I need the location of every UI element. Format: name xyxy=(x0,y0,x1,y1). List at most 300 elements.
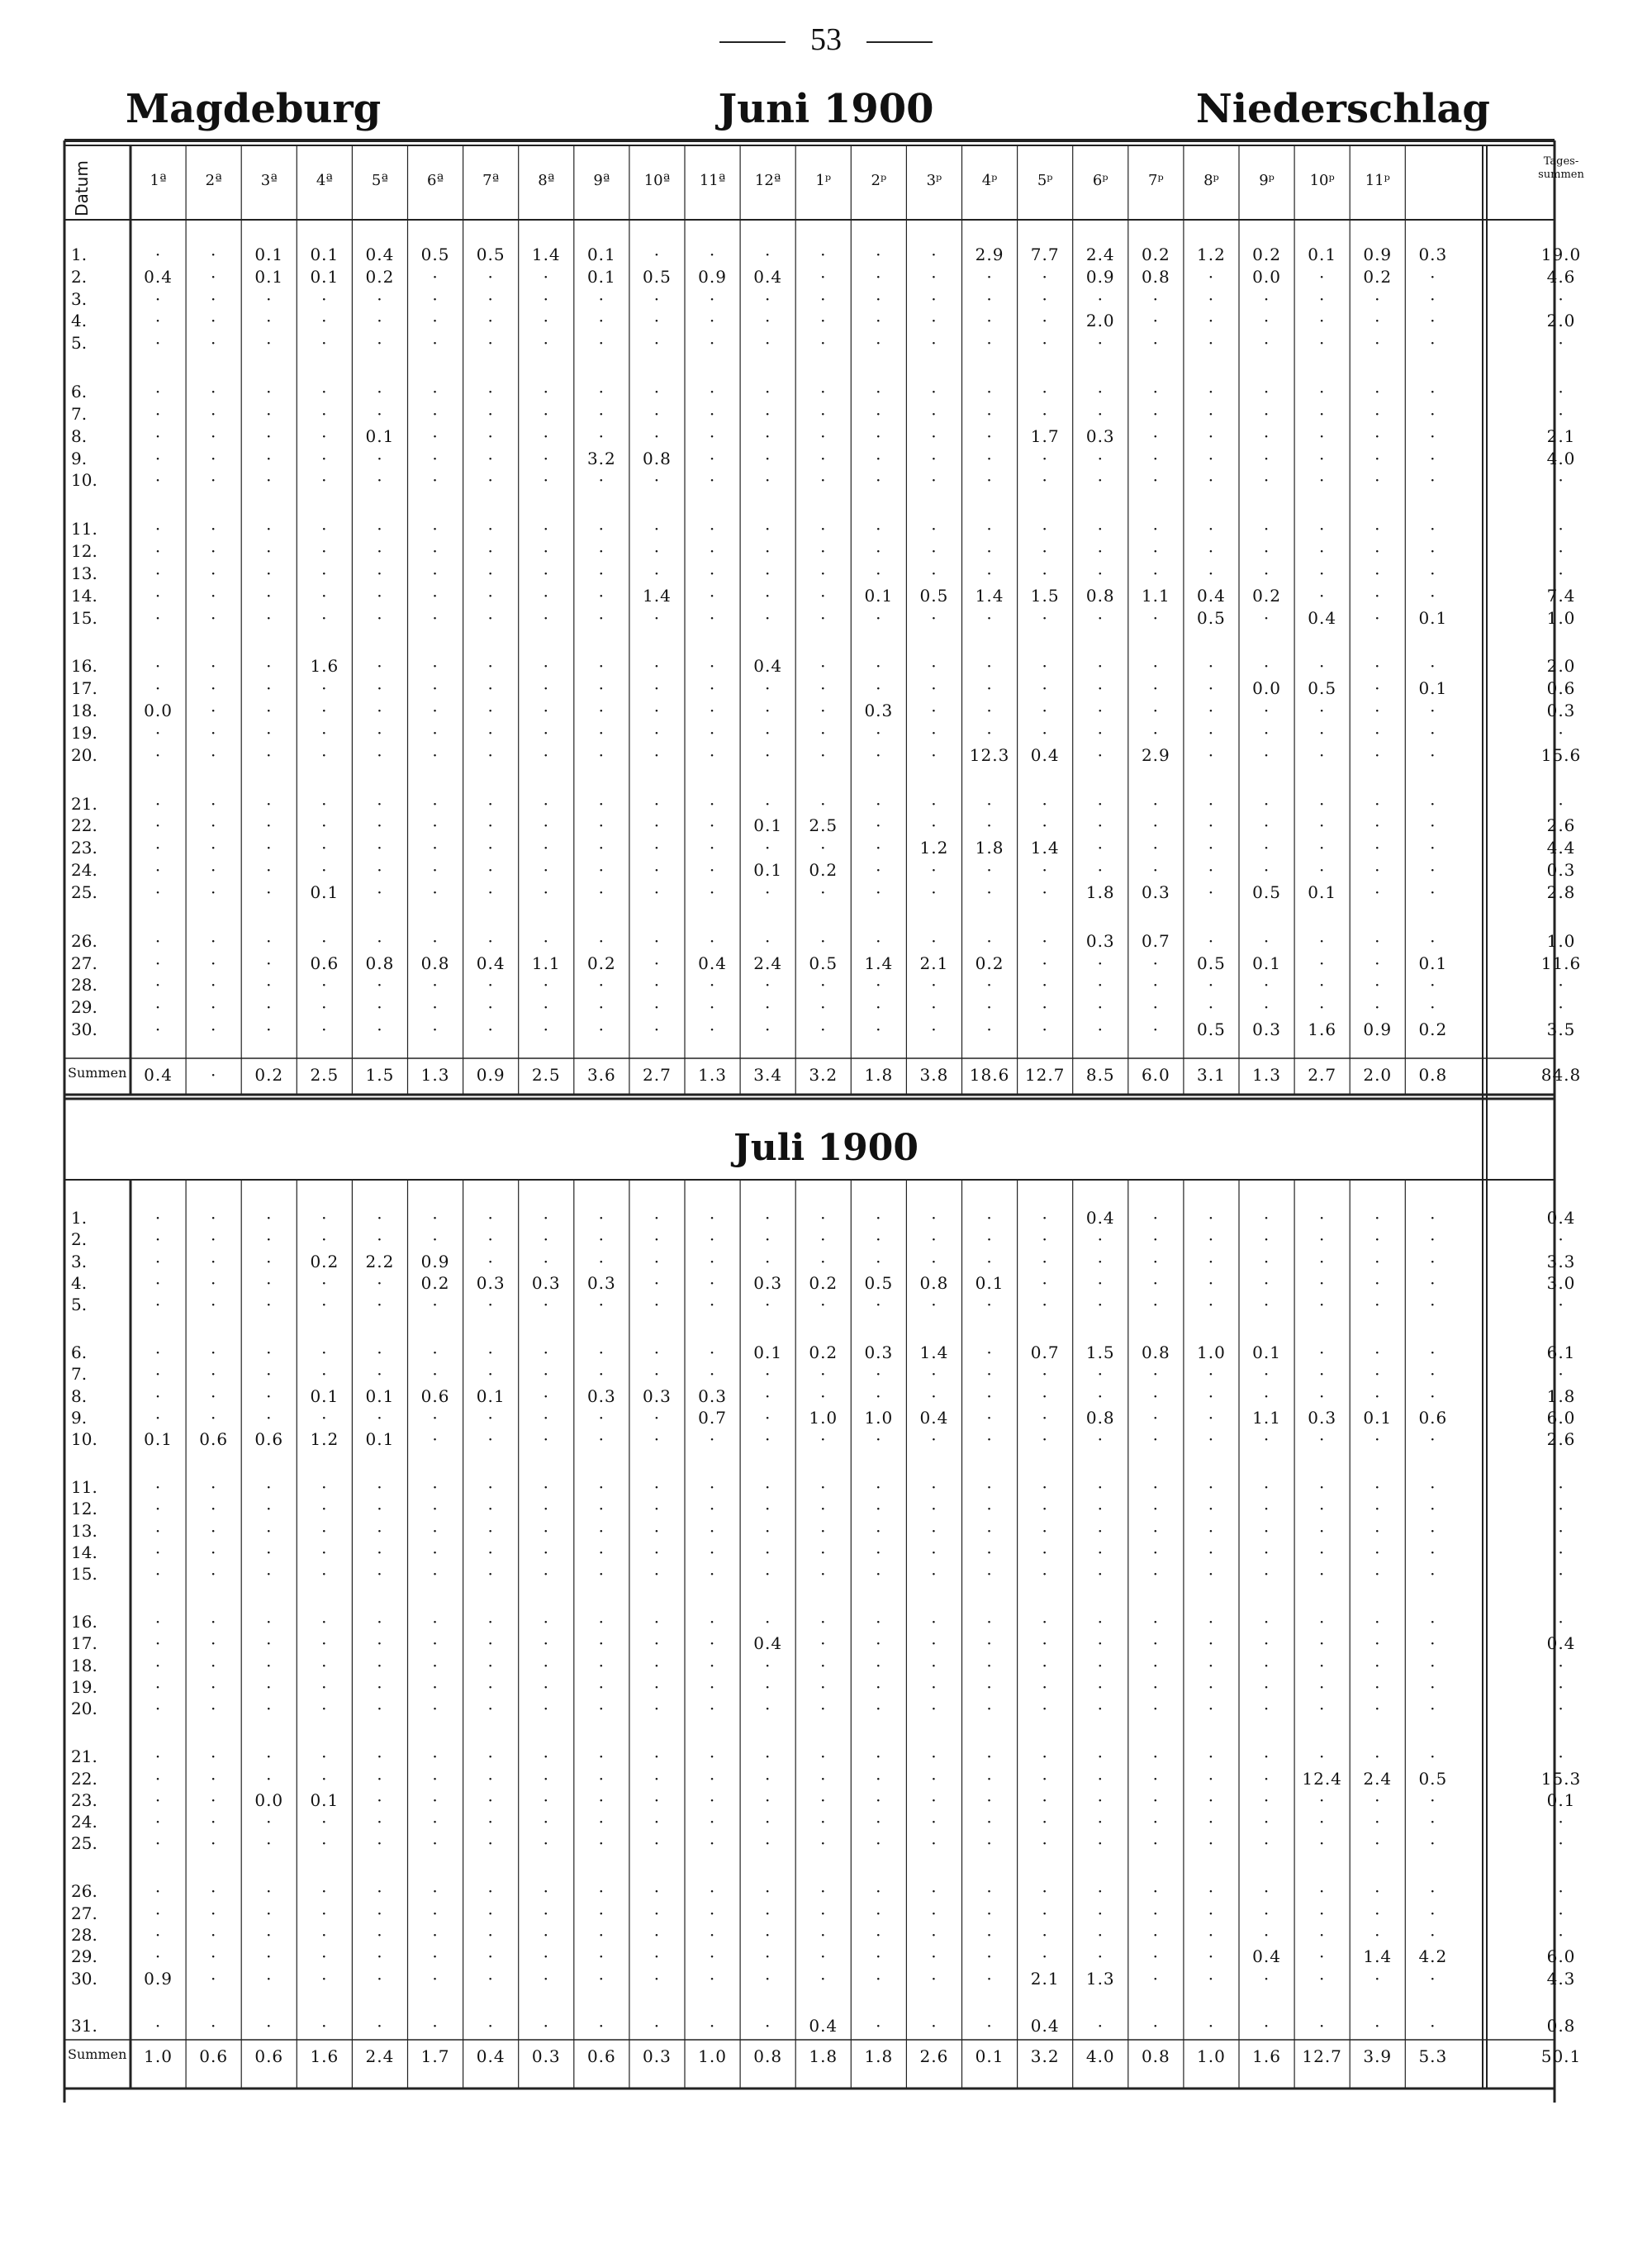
empty-cell-dot: · xyxy=(1042,1564,1048,1585)
empty-cell-dot: · xyxy=(931,930,938,951)
empty-cell-dot: · xyxy=(709,1833,716,1854)
empty-cell-dot: · xyxy=(764,701,771,721)
empty-cell-dot: · xyxy=(764,1968,771,1989)
empty-cell-dot: · xyxy=(487,2016,494,2036)
empty-cell-dot: · xyxy=(154,975,162,996)
empty-cell-dot: · xyxy=(653,403,661,424)
value-cell: 0.8 xyxy=(365,953,395,973)
sum-cell: 1.3 xyxy=(420,1065,450,1085)
hour-column-label: 9ª xyxy=(593,172,610,189)
empty-cell-dot: · xyxy=(1263,1746,1270,1767)
empty-cell-dot: · xyxy=(653,1429,661,1450)
empty-cell-dot: · xyxy=(321,1208,328,1228)
empty-cell-dot: · xyxy=(931,1812,938,1832)
empty-cell-dot: · xyxy=(598,1924,605,1945)
empty-cell-dot: · xyxy=(1263,1968,1270,1989)
empty-cell-dot: · xyxy=(1558,1477,1564,1498)
empty-cell-dot: · xyxy=(377,1364,383,1385)
empty-cell-dot: · xyxy=(986,1407,993,1428)
value-cell: 0.6 xyxy=(310,953,339,973)
empty-cell-dot: · xyxy=(764,722,771,743)
empty-cell-dot: · xyxy=(764,1208,771,1228)
empty-cell-dot: · xyxy=(931,1229,938,1250)
empty-cell-dot: · xyxy=(432,448,439,468)
value-cell: 2.0 xyxy=(1546,311,1576,331)
empty-cell-dot: · xyxy=(432,382,439,402)
empty-cell-dot: · xyxy=(1152,1812,1160,1832)
empty-cell-dot: · xyxy=(543,815,549,836)
value-cell: 7.4 xyxy=(1546,585,1576,606)
empty-cell-dot: · xyxy=(709,288,716,309)
empty-cell-dot: · xyxy=(1318,1677,1326,1698)
empty-cell-dot: · xyxy=(487,1364,494,1385)
empty-cell-dot: · xyxy=(432,975,439,996)
empty-cell-dot: · xyxy=(266,1768,273,1789)
empty-cell-dot: · xyxy=(876,519,882,539)
empty-cell-dot: · xyxy=(764,1407,771,1428)
empty-cell-dot: · xyxy=(986,607,993,628)
empty-cell-dot: · xyxy=(154,860,162,881)
empty-cell-dot: · xyxy=(154,470,162,491)
empty-cell-dot: · xyxy=(598,1768,605,1789)
empty-cell-dot: · xyxy=(1374,793,1381,814)
empty-cell-dot: · xyxy=(598,997,605,1018)
empty-cell-dot: · xyxy=(709,1251,716,1271)
empty-cell-dot: · xyxy=(266,448,273,468)
day-label: 28. xyxy=(71,1924,97,1945)
empty-cell-dot: · xyxy=(321,997,328,1018)
value-cell: 4.0 xyxy=(1546,448,1576,468)
day-label: 6. xyxy=(71,382,88,402)
empty-cell-dot: · xyxy=(1042,1385,1048,1406)
empty-cell-dot: · xyxy=(1152,1385,1160,1406)
value-cell: 0.3 xyxy=(753,1272,783,1293)
empty-cell-dot: · xyxy=(820,1746,827,1767)
empty-cell-dot: · xyxy=(1097,975,1104,996)
sum-cell: 1.8 xyxy=(864,2046,894,2066)
empty-cell-dot: · xyxy=(377,1542,383,1563)
empty-cell-dot: · xyxy=(210,1364,217,1385)
empty-cell-dot: · xyxy=(1430,1251,1436,1271)
empty-cell-dot: · xyxy=(432,1612,439,1632)
empty-cell-dot: · xyxy=(487,607,494,628)
empty-cell-dot: · xyxy=(154,541,162,562)
value-cell: 0.0 xyxy=(1252,266,1281,287)
value-cell: 4.2 xyxy=(1418,1946,1448,1967)
empty-cell-dot: · xyxy=(598,656,605,677)
empty-cell-dot: · xyxy=(986,815,993,836)
empty-cell-dot: · xyxy=(1208,1499,1215,1519)
empty-cell-dot: · xyxy=(210,1499,217,1519)
empty-cell-dot: · xyxy=(1430,860,1436,881)
empty-cell-dot: · xyxy=(321,1746,328,1767)
empty-cell-dot: · xyxy=(377,1655,383,1675)
empty-cell-dot: · xyxy=(820,1655,827,1675)
summen-label: Summen xyxy=(68,2046,127,2062)
value-cell: 1.8 xyxy=(1546,1385,1576,1406)
value-cell: 0.2 xyxy=(809,1342,838,1363)
day-label: 24. xyxy=(71,860,97,881)
empty-cell-dot: · xyxy=(154,1542,162,1563)
empty-cell-dot: · xyxy=(1558,1295,1564,1315)
empty-cell-dot: · xyxy=(1430,1746,1436,1767)
empty-cell-dot: · xyxy=(154,1407,162,1428)
empty-cell-dot: · xyxy=(598,1677,605,1698)
empty-cell-dot: · xyxy=(210,333,217,354)
empty-cell-dot: · xyxy=(986,288,993,309)
empty-cell-dot: · xyxy=(266,1229,273,1250)
value-cell: 0.5 xyxy=(1197,953,1226,973)
empty-cell-dot: · xyxy=(154,1789,162,1810)
empty-cell-dot: · xyxy=(653,1272,661,1293)
value-cell: 15.6 xyxy=(1540,744,1582,765)
sum-cell: 6.0 xyxy=(1141,1065,1170,1085)
empty-cell-dot: · xyxy=(1430,266,1436,287)
empty-cell-dot: · xyxy=(1558,1520,1564,1541)
empty-cell-dot: · xyxy=(1318,1542,1326,1563)
empty-cell-dot: · xyxy=(986,1499,993,1519)
sum-cell: 3.1 xyxy=(1197,1065,1226,1085)
empty-cell-dot: · xyxy=(487,701,494,721)
value-cell: 0.1 xyxy=(975,1272,1004,1293)
empty-cell-dot: · xyxy=(321,333,328,354)
empty-cell-dot: · xyxy=(266,1746,273,1767)
empty-cell-dot: · xyxy=(1042,1272,1048,1293)
empty-cell-dot: · xyxy=(1263,1768,1270,1789)
empty-cell-dot: · xyxy=(154,930,162,951)
empty-cell-dot: · xyxy=(377,2016,383,2036)
day-label: 3. xyxy=(71,1251,88,1271)
empty-cell-dot: · xyxy=(1042,930,1048,951)
empty-cell-dot: · xyxy=(266,1924,273,1945)
empty-cell-dot: · xyxy=(432,997,439,1018)
empty-cell-dot: · xyxy=(210,701,217,721)
empty-cell-dot: · xyxy=(986,1881,993,1902)
empty-cell-dot: · xyxy=(1430,1342,1436,1363)
hour-column-label: 3ª xyxy=(260,172,278,189)
empty-cell-dot: · xyxy=(543,1542,549,1563)
empty-cell-dot: · xyxy=(1208,403,1215,424)
value-cell: 0.1 xyxy=(310,245,339,264)
empty-cell-dot: · xyxy=(266,656,273,677)
empty-cell-dot: · xyxy=(876,448,882,468)
empty-cell-dot: · xyxy=(820,585,827,606)
empty-cell-dot: · xyxy=(820,519,827,539)
empty-cell-dot: · xyxy=(1318,1655,1326,1675)
empty-cell-dot: · xyxy=(1430,1677,1436,1698)
empty-cell-dot: · xyxy=(321,1812,328,1832)
empty-cell-dot: · xyxy=(986,930,993,951)
empty-cell-dot: · xyxy=(1263,1364,1270,1385)
value-cell: 0.7 xyxy=(1030,1342,1060,1363)
empty-cell-dot: · xyxy=(1042,1633,1048,1654)
empty-cell-dot: · xyxy=(1152,519,1160,539)
empty-cell-dot: · xyxy=(321,311,328,331)
empty-cell-dot: · xyxy=(1097,1229,1104,1250)
empty-cell-dot: · xyxy=(1208,1655,1215,1675)
empty-cell-dot: · xyxy=(1318,1789,1326,1810)
empty-cell-dot: · xyxy=(210,311,217,331)
empty-cell-dot: · xyxy=(653,245,661,264)
empty-cell-dot: · xyxy=(487,838,494,858)
value-cell: 0.8 xyxy=(1141,1342,1170,1363)
value-cell: 1.8 xyxy=(1085,882,1115,902)
empty-cell-dot: · xyxy=(709,1564,716,1585)
empty-cell-dot: · xyxy=(986,382,993,402)
empty-cell-dot: · xyxy=(1152,1208,1160,1228)
empty-cell-dot: · xyxy=(1097,1881,1104,1902)
empty-cell-dot: · xyxy=(709,815,716,836)
value-cell: 0.5 xyxy=(1197,607,1226,628)
empty-cell-dot: · xyxy=(377,519,383,539)
empty-cell-dot: · xyxy=(986,1903,993,1923)
empty-cell-dot: · xyxy=(1208,1385,1215,1406)
empty-cell-dot: · xyxy=(1042,1477,1048,1498)
empty-cell-dot: · xyxy=(266,1477,273,1498)
value-cell: 0.3 xyxy=(1308,1407,1337,1428)
empty-cell-dot: · xyxy=(1042,656,1048,677)
empty-cell-dot: · xyxy=(931,1295,938,1315)
empty-cell-dot: · xyxy=(820,333,827,354)
empty-cell-dot: · xyxy=(321,860,328,881)
empty-cell-dot: · xyxy=(210,1677,217,1698)
empty-cell-dot: · xyxy=(931,1924,938,1945)
empty-cell-dot: · xyxy=(820,1564,827,1585)
empty-cell-dot: · xyxy=(377,1229,383,1250)
empty-cell-dot: · xyxy=(1097,288,1104,309)
empty-cell-dot: · xyxy=(876,1946,882,1967)
hour-column-label: 8ᵖ xyxy=(1203,172,1219,189)
empty-cell-dot: · xyxy=(598,1019,605,1039)
empty-cell-dot: · xyxy=(487,656,494,677)
empty-cell-dot: · xyxy=(820,1677,827,1698)
day-label: 26. xyxy=(71,1881,97,1902)
hour-column-label: 3ᵖ xyxy=(926,172,942,189)
empty-cell-dot: · xyxy=(653,563,661,583)
empty-cell-dot: · xyxy=(709,1699,716,1719)
empty-cell-dot: · xyxy=(1263,1499,1270,1519)
empty-cell-dot: · xyxy=(820,448,827,468)
value-cell: 0.1 xyxy=(1418,953,1448,973)
empty-cell-dot: · xyxy=(321,519,328,539)
empty-cell-dot: · xyxy=(986,1833,993,1854)
sum-cell: 2.7 xyxy=(1308,1065,1337,1085)
empty-cell-dot: · xyxy=(653,425,661,446)
empty-cell-dot: · xyxy=(154,1499,162,1519)
empty-cell-dot: · xyxy=(1374,1342,1381,1363)
empty-cell-dot: · xyxy=(653,1768,661,1789)
empty-cell-dot: · xyxy=(1318,1612,1326,1632)
empty-cell-dot: · xyxy=(1318,2016,1326,2036)
empty-cell-dot: · xyxy=(432,1968,439,1989)
empty-cell-dot: · xyxy=(764,1946,771,1967)
empty-cell-dot: · xyxy=(210,1903,217,1923)
empty-cell-dot: · xyxy=(377,1768,383,1789)
empty-cell-dot: · xyxy=(1558,382,1564,402)
hour-column-label: 6ª xyxy=(427,172,444,189)
empty-cell-dot: · xyxy=(1152,1746,1160,1767)
empty-cell-dot: · xyxy=(543,519,549,539)
empty-cell-dot: · xyxy=(1318,1903,1326,1923)
value-cell: 0.4 xyxy=(1030,744,1060,765)
empty-cell-dot: · xyxy=(764,1881,771,1902)
value-cell: 0.2 xyxy=(809,860,838,881)
value-cell: 0.5 xyxy=(476,245,506,264)
empty-cell-dot: · xyxy=(266,1564,273,1585)
empty-cell-dot: · xyxy=(820,425,827,446)
empty-cell-dot: · xyxy=(986,1342,993,1363)
day-label: 18. xyxy=(71,1655,97,1675)
empty-cell-dot: · xyxy=(154,1229,162,1250)
value-cell: 1.2 xyxy=(310,1429,339,1450)
empty-cell-dot: · xyxy=(1152,2016,1160,2036)
empty-cell-dot: · xyxy=(598,701,605,721)
value-cell: 0.6 xyxy=(254,1429,284,1450)
empty-cell-dot: · xyxy=(543,656,549,677)
value-cell: 0.1 xyxy=(753,1342,783,1363)
empty-cell-dot: · xyxy=(931,1946,938,1967)
empty-cell-dot: · xyxy=(931,701,938,721)
empty-cell-dot: · xyxy=(764,975,771,996)
empty-cell-dot: · xyxy=(1152,1251,1160,1271)
empty-cell-dot: · xyxy=(1042,1699,1048,1719)
empty-cell-dot: · xyxy=(432,1655,439,1675)
empty-cell-dot: · xyxy=(1558,1833,1564,1854)
empty-cell-dot: · xyxy=(154,1768,162,1789)
empty-cell-dot: · xyxy=(432,1477,439,1498)
day-label: 29. xyxy=(71,997,97,1018)
empty-cell-dot: · xyxy=(598,1295,605,1315)
empty-cell-dot: · xyxy=(1208,1208,1215,1228)
value-cell: 0.8 xyxy=(1085,1407,1115,1428)
empty-cell-dot: · xyxy=(1097,701,1104,721)
value-cell: 0.2 xyxy=(420,1272,450,1293)
day-label: 7. xyxy=(71,1364,88,1385)
empty-cell-dot: · xyxy=(1318,1633,1326,1654)
empty-cell-dot: · xyxy=(709,470,716,491)
empty-cell-dot: · xyxy=(820,563,827,583)
empty-cell-dot: · xyxy=(377,1564,383,1585)
value-cell: 0.1 xyxy=(365,425,395,446)
value-cell: 0.3 xyxy=(1085,930,1115,951)
empty-cell-dot: · xyxy=(377,563,383,583)
value-cell: 0.8 xyxy=(643,448,672,468)
value-cell: 0.5 xyxy=(1418,1768,1448,1789)
empty-cell-dot: · xyxy=(210,975,217,996)
empty-cell-dot: · xyxy=(1042,1924,1048,1945)
empty-cell-dot: · xyxy=(1042,288,1048,309)
empty-cell-dot: · xyxy=(598,1746,605,1767)
empty-cell-dot: · xyxy=(764,1924,771,1945)
empty-cell-dot: · xyxy=(321,1477,328,1498)
empty-cell-dot: · xyxy=(487,722,494,743)
empty-cell-dot: · xyxy=(764,1699,771,1719)
empty-cell-dot: · xyxy=(1430,519,1436,539)
empty-cell-dot: · xyxy=(321,1542,328,1563)
day-label: 5. xyxy=(71,333,88,354)
empty-cell-dot: · xyxy=(266,1208,273,1228)
hour-column-label: 2ª xyxy=(205,172,222,189)
value-cell: 0.1 xyxy=(310,1385,339,1406)
empty-cell-dot: · xyxy=(487,1251,494,1271)
empty-cell-dot: · xyxy=(1318,311,1326,331)
day-label: 26. xyxy=(71,930,97,951)
empty-cell-dot: · xyxy=(487,1881,494,1902)
empty-cell-dot: · xyxy=(986,1477,993,1498)
empty-cell-dot: · xyxy=(543,1429,549,1450)
empty-cell-dot: · xyxy=(321,1881,328,1902)
empty-cell-dot: · xyxy=(154,997,162,1018)
value-cell: 2.6 xyxy=(1546,815,1576,836)
empty-cell-dot: · xyxy=(487,882,494,902)
empty-cell-dot: · xyxy=(266,1633,273,1654)
value-cell: 7.7 xyxy=(1030,245,1060,264)
empty-cell-dot: · xyxy=(764,1477,771,1498)
empty-cell-dot: · xyxy=(931,403,938,424)
empty-cell-dot: · xyxy=(1263,1229,1270,1250)
empty-cell-dot: · xyxy=(1097,793,1104,814)
empty-cell-dot: · xyxy=(1558,975,1564,996)
hour-column-label: 10ª xyxy=(643,172,671,189)
empty-cell-dot: · xyxy=(377,997,383,1018)
value-cell: 11.6 xyxy=(1540,953,1582,973)
empty-cell-dot: · xyxy=(876,1520,882,1541)
header-month: Juni 1900 xyxy=(718,86,934,132)
empty-cell-dot: · xyxy=(377,678,383,699)
sum-cell: 0.8 xyxy=(1141,2046,1170,2066)
empty-cell-dot: · xyxy=(321,1407,328,1428)
value-cell: 1.3 xyxy=(1085,1968,1115,1989)
empty-cell-dot: · xyxy=(543,860,549,881)
empty-cell-dot: · xyxy=(1152,607,1160,628)
empty-cell-dot: · xyxy=(598,1477,605,1498)
empty-cell-dot: · xyxy=(1374,722,1381,743)
value-cell: 1.4 xyxy=(1363,1946,1393,1967)
value-cell: 0.5 xyxy=(643,266,672,287)
empty-cell-dot: · xyxy=(543,563,549,583)
empty-cell-dot: · xyxy=(931,1251,938,1271)
empty-cell-dot: · xyxy=(1374,1272,1381,1293)
empty-cell-dot: · xyxy=(1374,1881,1381,1902)
empty-cell-dot: · xyxy=(377,1208,383,1228)
empty-cell-dot: · xyxy=(986,563,993,583)
empty-cell-dot: · xyxy=(154,678,162,699)
empty-cell-dot: · xyxy=(598,975,605,996)
empty-cell-dot: · xyxy=(820,1477,827,1498)
empty-cell-dot: · xyxy=(543,403,549,424)
empty-cell-dot: · xyxy=(1208,1789,1215,1810)
empty-cell-dot: · xyxy=(487,793,494,814)
empty-cell-dot: · xyxy=(321,1499,328,1519)
sum-cell: 1.8 xyxy=(809,2046,838,2066)
empty-cell-dot: · xyxy=(709,1208,716,1228)
empty-cell-dot: · xyxy=(931,1477,938,1498)
empty-cell-dot: · xyxy=(764,1429,771,1450)
empty-cell-dot: · xyxy=(1558,1812,1564,1832)
value-cell: 0.2 xyxy=(1252,585,1281,606)
empty-cell-dot: · xyxy=(1374,1295,1381,1315)
empty-cell-dot: · xyxy=(653,838,661,858)
empty-cell-dot: · xyxy=(1208,425,1215,446)
empty-cell-dot: · xyxy=(1208,1812,1215,1832)
empty-cell-dot: · xyxy=(432,607,439,628)
empty-cell-dot: · xyxy=(1430,744,1436,765)
day-label: 7. xyxy=(71,403,88,424)
empty-cell-dot: · xyxy=(154,1746,162,1767)
empty-cell-dot: · xyxy=(210,1229,217,1250)
empty-cell-dot: · xyxy=(1097,1746,1104,1767)
empty-cell-dot: · xyxy=(487,930,494,951)
